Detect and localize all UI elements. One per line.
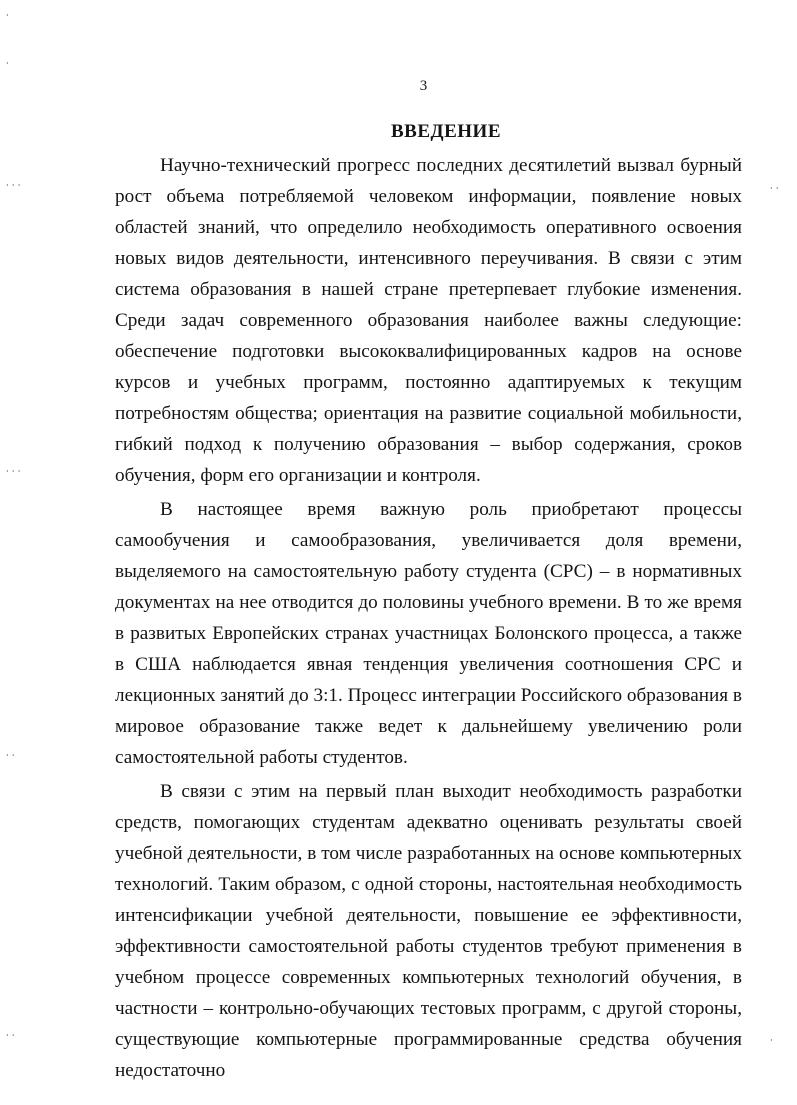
scan-speck: ⸳ ⸳ ⸳ bbox=[6, 179, 21, 190]
scan-speck: ⸳ ⸳ bbox=[6, 749, 15, 760]
section-heading: ВВЕДЕНИЕ bbox=[391, 121, 501, 142]
scan-speck: ⸳ bbox=[770, 1034, 773, 1045]
scan-speck: ⸳ bbox=[6, 57, 9, 68]
paragraph-2: В настоящее время важную роль приобретают процессы самообучения и самообразования, увеличивается доля времени, выделяемого на самостоятельную работу студента (СРС) – в нормативных документах на нее отводится до половины учебного времени. В то же время в развитых Европейских странах участницах Болонского процесса, а также в США наблюдается явная тенденция увеличения соотношения СРС и лекционных занятий до 3:1. Процесс интеграции Российского образования в мировое образование также ведет к дальнейшему увеличению роли самостоятельной работы студентов. bbox=[115, 499, 742, 768]
scan-speck: ⸳ ⸳ ⸳ bbox=[6, 465, 21, 476]
page-number: 3 bbox=[419, 78, 428, 94]
scan-speck: ⸳ ⸳ bbox=[770, 182, 779, 193]
body-text bbox=[115, 150, 742, 1089]
scan-speck: ⸳ ⸳ bbox=[6, 1029, 15, 1040]
paragraph-1: Научно-технический прогресс последних десятилетий вызвал бурный рост объема потребляемой человеком информации, появление новых областей знаний, что определило необходимость оперативного освоения новых видов деятельности, интенсивного переучивания. В связи с этим система образования в нашей стране претерпевает глубокие изменения. Среди задач современного образования наиболее важны следующие: обеспечение подготовки высококвалифицированных кадров на основе курсов и учебных программ, постоянно адаптируемых к текущим потребностям общества; ориентация на развитие социальной мобильности, гибкий подход к получению образования – выбор содержания, сроков обучения, форм его организации и контроля. bbox=[115, 155, 742, 486]
scan-speck: ⸳ bbox=[6, 9, 9, 20]
paragraph-3: В связи с этим на первый план выходит необходимость разработки средств, помогающих студентам адекватно оценивать результаты своей учебной деятельности, в том числе разработанных на основе компьютерных технологий. Таким образом, с одной стороны, настоятельная необходимость интенсификации учебной деятельности, повышение ее эффективности, эффективности самостоятельной работы студентов требуют применения в учебном процессе современных компьютерных технологий обучения, в частности – контрольно-обучающих тестовых программ, с другой стороны, существующие компьютерные программированные средства обучения недостаточно bbox=[115, 781, 742, 1081]
